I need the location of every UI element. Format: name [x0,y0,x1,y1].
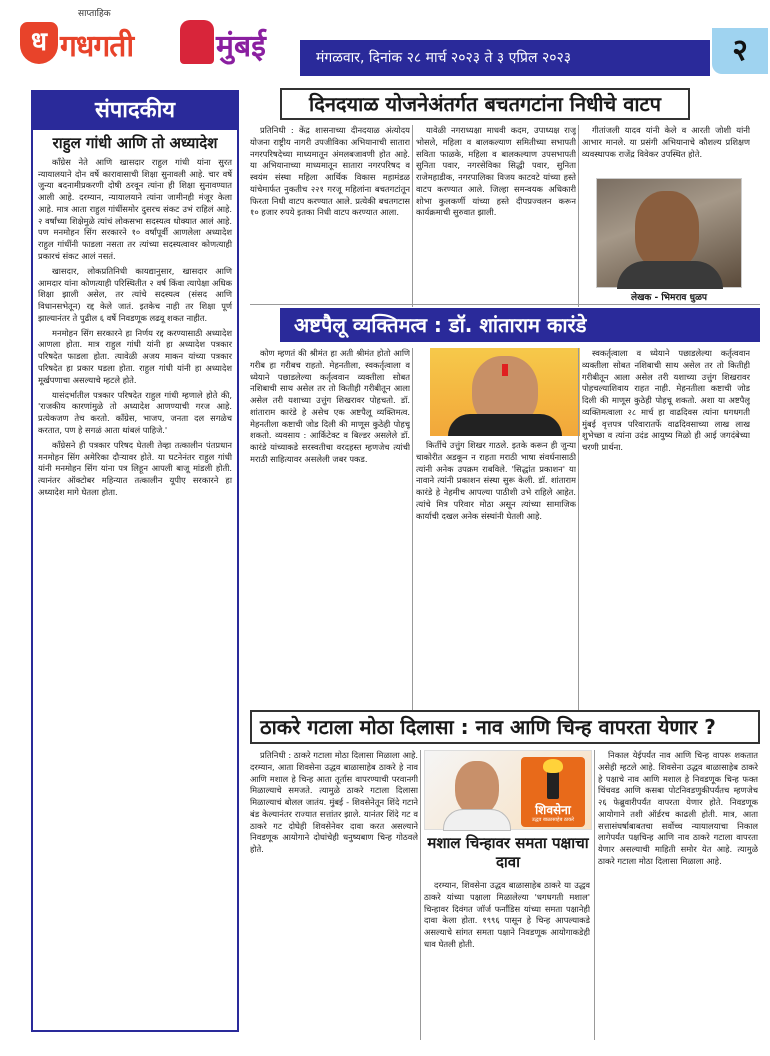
article1-column-1 [250,125,410,307]
author-shirt [617,261,723,289]
column-divider [578,348,579,710]
article2-column-1 [250,348,410,710]
logo-name: गधगती [60,29,134,64]
article1-column-3 [582,125,750,173]
article2-text: कोण म्हणतं की श्रीमंत हा अती श्रीमंत होतो आणि गरीब हा गरीबच राहतो. मेहनतीला, स्वकर्तृत्वाला व ध्येयाने पछाडलेल्या कर्तृत्ववान व्यक्तीला सोबत नशिबाची साथ असेल तर तो कितीही गरीबीतून आला असेल तरी यशाच्या उत्तुंग शिखरावर पोहचतो. डॉ. शांताराम कारंडे हे असेच एक अष्टपैलू व्यक्तिमत्व. मेहनतीला कष्टाची जोड दिली की माणूस कुठेही पोहचू शकतो. व्यवसाय : आर्किटेक्ट व बिल्डर असलेले डॉ. कारंडे यांच्याकडे सरस्वतीचा वरदहस्त म्हणजेच त्यांची मराठी साहित्यावर असलेली जबर पकड. [250,348,410,465]
article3-text: प्रतिनिधी : ठाकरे गटाला मोठा दिलासा मिळाला आहे. दरम्यान, आता शिवसेना उद्धव बाळासाहेब ठाकरे हे नाव आणि मशाल हे चिन्ह आता तूर्तास वापरण्याची परवानगी मिळाल्याचे समजते. त्यामुळे ठाकरे गटाला दिलासा मिळाल्याचं बोलल जातंय. मुंबई - शिवसेनेतून शिंदे गटाने बंड केल्यानंतर राज्यात सत्तांतर झाले. यानंतर शिंदे गट व ठाकरे गट दोघेही शिवसेनेवर दावा करत असल्याने निवडणूक आयोगाने दोघांचेही धनुष्यबाण चिन्ह गोठवले होते. [250,750,418,855]
article1-text: यावेळी नगराध्यक्षा माधवी कदम, उपाध्यक्ष राजू भोसले, महिला व बालकल्याण समितीच्या सभापती सविता फाळके, महिला व बालकल्याण उपसभापती सुनिता पवार, नगरसेविका सिद्धी पवार, सुनिता राजेमहाडीक, नगरपालिका विजय काटवटे यांच्या हस्ते वाटप करण्यात आले. जिल्हा समन्वयक अधिकारी शोभा कुलकर्णी यांच्या हस्ते दीपप्रज्वलन करून कार्यक्रमाची सुरुवात झाली. [416,125,576,218]
article3-subheading: मशाल चिन्हावर समता पक्षाचा दावा [427,834,589,871]
masthead [0,0,770,86]
fist-icon [180,20,214,64]
column-divider [420,750,421,1040]
shivsena-logo-subtext: उद्धव बाळासाहेब ठाकरे [531,817,575,823]
editorial-paragraph: काँग्रेसने ही पत्रकार परिषद घेतली तेव्हा तत्कालीन पंतप्रधान मनमोहन सिंग अमेरिका दौऱ्यावर होते. या घटनेनंतर राहुल गांधी यांनी मनमोहन सिंग यांना पत्र लिहून आपली बाजू मांडली होती. त्यानंतर ऑक्टोबर महिन्यात तत्कालीन यूपीए सरकारने हा अध्यादेश मागे घेतला होता. [38,439,232,497]
article3-headline[interactable]: ठाकरे गटाला मोठा दिलासा : नाव आणि चिन्ह वापरता येणार ? [250,710,760,744]
editorial-body [33,157,237,499]
uddhav-photo [424,750,592,830]
editorial-header: संपादकीय [33,92,237,130]
article1-column-2 [416,125,576,307]
uddhav-torso [443,809,511,831]
article3-column-3 [598,750,758,1040]
column-divider [594,750,595,1040]
editorial-paragraph: यासंदर्भातील पत्रकार परिषदेत राहुल गांधी म्हणाले होते की, 'राजकीय कारणांमुळे तो अध्यादेश आणण्याची गरज आहे. प्रत्येकजण तेच करतो. काँग्रेस, भाजप, जनता दल सगळेच करतात, पण हे सगळं आता थांबलं पाहिजे.' [38,389,232,435]
logo-city: मुंबई [216,29,266,64]
article2-column-3 [582,348,750,710]
uddhav-face [455,761,499,815]
editorial-paragraph: खासदार, लोकप्रतिनिधी कायद्यानुसार, खासदार आणि आमदार यांना कोणत्याही परिस्थितीत २ वर्ष किंवा त्यापेक्षा अधिक शिक्षा झाली असेल, तर त्यांचे सदस्यत्व (संसद आणि विधानसभेतून) रद्द केले जातं. इतकेच नाही तर शिक्षा पूर्ण झाल्यानंतर ते पुढील ६ वर्षे निवडणूक लढवू शकत नाहीत. [38,265,232,323]
author-photo [596,178,742,288]
article1-text: गीतांजली यादव यांनी केले व आरती जोशी यांनी आभार मानले. या प्रसंगी अभियानाचे कौशल्य प्रशिक्षण व्यवस्थापक राजेंद्र विवेकर उपस्थित होते. [582,125,750,159]
article3-column-2 [424,880,590,1040]
newspaper-logo[interactable] [20,9,290,74]
karande-suit [448,414,562,436]
shivsena-logo-text: शिवसेना [535,803,571,817]
article1-text: प्रतिनिधी : केंद्र शासनाच्या दीनदयाळ अंत्योदय योजना राष्ट्रीय नागरी उपजीविका अभियानाची सातारा नगरपरिषदेच्या माध्यमातून अंमलबजावणी होत आहे. या अभियानाच्या माध्यमातून सातारा नगरपरिषद व स्वयंम संस्था महिला आर्थिक विकास महामंडळ यांचेमार्फत नुकतीच २२१ गरजू महिलांना बचतगटांतून फिरता निधी वाटप करण्यात आले. प्रत्येकी बचतगटास १० हजार रुपये इतका निधी वाटप करण्यात आला. [250,125,410,218]
author-face [635,191,699,269]
logo-dha-glyph: ध [20,22,58,64]
logo-weekly-label: साप्ताहिक [78,9,111,19]
author-photo-caption: लेखक - भिमराव धुळप [630,293,708,303]
article1-headline[interactable]: दिनदयाळ योजनेअंतर्गत बचतगटांना निधीचे वाटप [280,88,690,120]
page-number: २ [712,28,768,74]
flame-icon [543,759,563,773]
editorial-paragraph: मनमोहन सिंग सरकारने हा निर्णय रद्द करण्यासाठी अध्यादेश आणला होता. मात्र राहुल गांधी यांनी हा अध्यादेश पत्रकार परिषदेत फाडला होता. त्यावेळी अजय माकन यांच्या पत्रकार परिषदेत हा प्रकार घडला होता. राहुल गांधी यांनी हा अध्यादेश मूर्खपणाचा असल्याचे म्हटले होते. [38,327,232,385]
shivsena-torch-logo [521,757,585,827]
article3-column-1 [250,750,418,1040]
editorial-paragraph: काँग्रेस नेते आणि खासदार राहुल गांधी यांना सुरत न्यायालयाने दोन वर्षे कारावासाची शिक्षा सुनावली आहे. चार वर्षे जुन्या बदनामीप्रकरणी दोषी ठरवून त्यांना ही शिक्षा सुनावण्यात आली आहे. दरम्यान, न्यायालयाने त्यांना जामीनही मंजूर केला आहे. मात्र आता राहुल गांधींसमोर दुसरच संकट उभं राहिलं आहे. २ वर्षांच्या शिक्षेमुळे त्यांचं लोकसभा सदस्यत्व धोक्यात आलं आहे. पण मनमोहन सिंग सरकारने १० वर्षांपूर्वी आणलेला अध्यादेश राहुल गांधींनी फाडला नसता तर त्यांच्या सदस्यत्वावर कोणत्याही प्रकारचं संकट आलं नसतं. [38,156,232,261]
article2-column-2 [416,440,576,710]
karande-photo [430,348,580,436]
section-divider [250,304,760,305]
article3-text: निकाल येईपर्यंत नाव आणि चिन्ह वापरू शकतात असेही म्हटले आहे. शिवसेना उद्धव बाळासाहेब ठाकरे हे पक्षाचे नाव आणि मशाल हे निवडणूक चिन्ह फक्त चिंचवड आणि कसबा पोटनिवडणुकीपर्यंतच म्हणजेच २६ फेब्रुवारीपर्यंत वापरता येणार होते. निवडणूक आयोगाने तशी ऑर्डरच काढली होती. मात्र, आता सत्तासंघर्षाबाबतचा सर्वोच्च न्यायालयाचा निकाल लागेपर्यंत पक्षचिन्ह आणि नाव ठाकरे गटाला वापरता येणार असल्याची माहिती समोर येत आहे. त्यामुळे ठाकरे गटाला मोठा दिलासा मिळाला आहे. [598,750,758,867]
editorial-column [31,90,239,1032]
article2-text: स्वकर्तृत्वाला व ध्येयाने पछाडलेल्या कर्तृत्ववान व्यक्तीला सोबत नशिबाची साथ असेल तर तो कितीही गरीबीतून आला असेल तरी यशाच्या उत्तुंग शिखरावर पोहचल्याशिवाय राहत नाही. मेहनतीला कष्टाची जोड दिली की माणूस कुठेही पोहचू शकतो. अशा या अष्टपैलू व्यक्तिमत्वाला २८ मार्च हा वाढदिवस त्यांना धगधगती मुंबई वृत्तपत्र परिवारातर्फे वाढदिवसाच्या लाख लाख शुभेच्छा व त्यांना उदंड आयुष्य मिळो ही आई जगदंबेच्या चरणी प्रार्थना. [582,348,750,453]
article3-text: दरम्यान, शिवसेना उद्धव बाळासाहेब ठाकरे या उद्धव ठाकरे यांच्या पक्षाला मिळालेल्या 'धगधगती मशाल' चिन्हावर दिवंगत जॉर्ज फर्नांडिस यांच्या समता पक्षानेही दावा केला होता. १९९६ पासून हे चिन्ह आपल्याकडे असल्याचे सांगत समता पक्षाने निवडणूक आयोगाकडेही धाव घेतली होती. [424,880,590,949]
article2-headline[interactable]: अष्टपैलू व्यक्तिमत्व : डॉ. शांताराम कारंडे [280,308,760,342]
column-divider [578,125,579,307]
article2-text: किर्तीचे उत्तुंग शिखर गाठले. इतके करून ही जुन्या चाकोरीत अडकून न राहता मराठी भाषा संवर्धनासाठी त्यांनी अनेक उपक्रम राबविले. 'सिद्धांत प्रकाशन' या नावाने त्यांनी प्रकाशन संस्था सुरू केली. डॉ. शांताराम कारंडे हे नेहमीच आपल्या पाठीशी उभे राहिले आहेत. त्यांचे मित्र परिवार मोठा असून त्यांच्या सामाजिक कार्याची दखल अनेक संस्थांनी घेतली आहे. [416,440,576,521]
editorial-title[interactable]: राहुल गांधी आणि तो अध्यादेश [52,134,218,152]
issue-date: मंगळवार, दिनांक २८ मार्च २०२३ ते ३ एप्रिल २०२३ [300,40,710,76]
column-divider [412,125,413,307]
tilak-mark [502,364,508,376]
column-divider [412,348,413,710]
